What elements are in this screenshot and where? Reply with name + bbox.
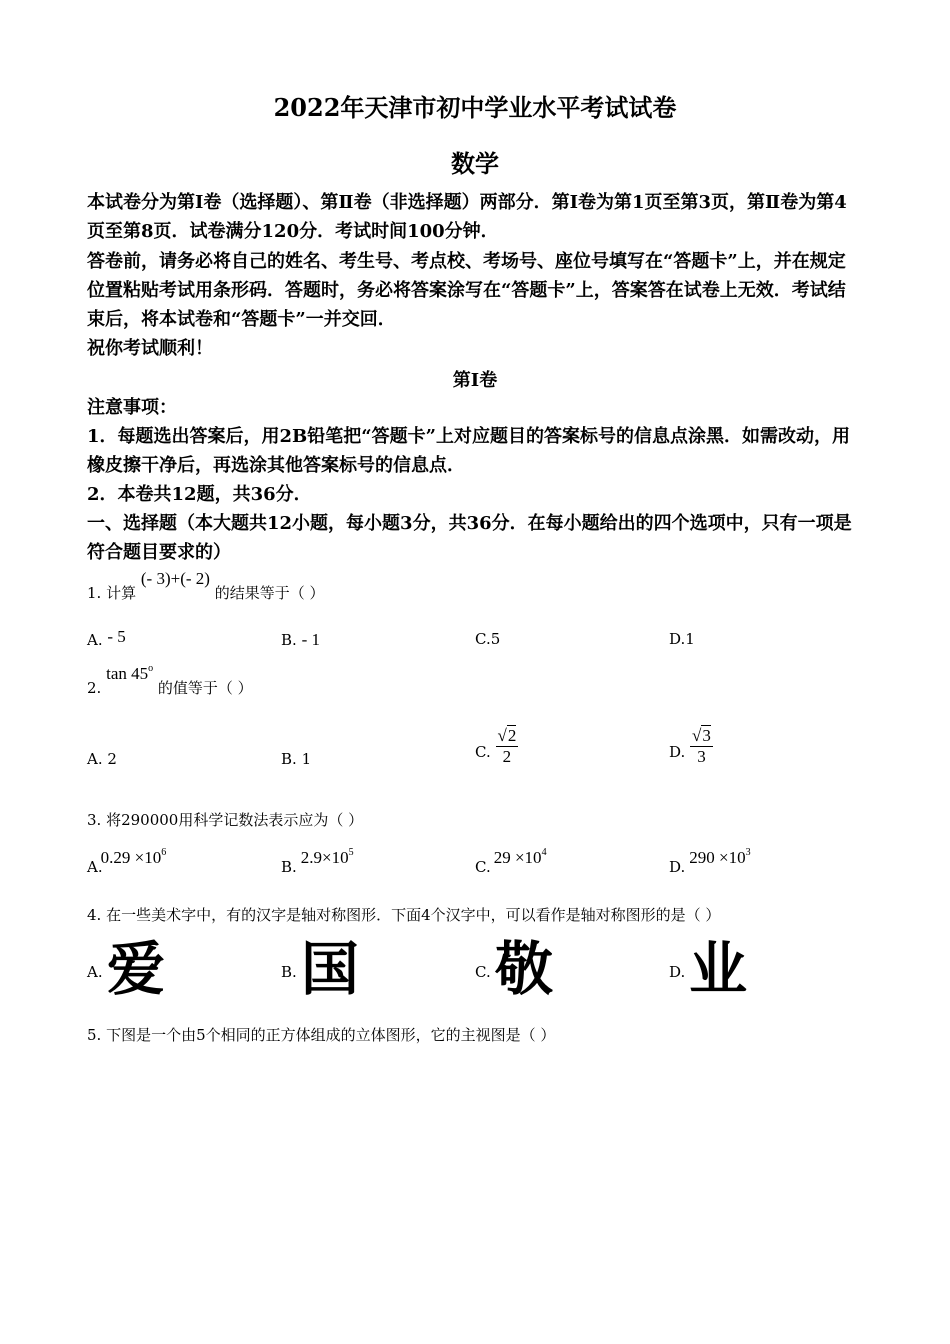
exam-title: 2022年天津市初中学业水平考试试卷 [273,93,677,122]
q3-option-a: $A.0.29 \times 10^6$ [87,847,167,876]
q2-option-a: A. 2 [87,750,117,768]
q4-option-d: D. 业 [669,935,748,1003]
q4-glyph-ye: 业 [689,935,748,1003]
q2-option-b: B. 1 [281,750,312,768]
question-3: 3. 将290000用科学记数法表示应为（ ） [87,811,364,829]
section-heading: 第Ⅰ卷 [452,370,498,391]
note-1: 1．每题选出答案后，用2B铅笔把“答题卡”上对应题目的答案标号的信息点涂黑．如需改动，用橡皮擦干净后，再选涂其他答案标号的信息点． [87,426,850,476]
part-heading: 一、选择题（本大题共12小题，每小题3分，共36分．在每小题给出的四个选项中，只有一项是符合题目要求的） [87,513,852,563]
q2-option-d: D. $\frac{√3}{3}$ [669,726,711,766]
q3-option-c: C. $29 \times 10^4$ [475,847,547,876]
question-2 [87,663,253,698]
q1-option-b: B. - 1 [281,630,320,649]
q3-option-b: B. $2.9\times 10^5$ [281,847,354,876]
question-5: 5. 下图是一个由5个相同的正方体组成的立体图形，它的主视图是（ ） [87,1026,556,1044]
q1-prefix: 1. 计算 [87,584,137,602]
q1-option-d: D.1 [669,630,695,648]
q2-c-fraction: $\frac{√2}{2}$ [497,726,517,766]
q4-glyph-ai: 爱 [107,935,166,1003]
q1-option-a: A. - 5 [87,627,126,649]
q4-glyph-guo: 国 [301,935,360,1003]
q4-option-a: A. 爱 [87,935,166,1003]
question-1 [87,569,325,603]
q1-option-c: C.5 [475,630,501,648]
q1-expression: (- 3)+(- 2) [140,569,210,588]
notes-title: 注意事项： [87,397,177,418]
instruction-paragraph-1: 本试卷分为第Ⅰ卷（选择题）、第Ⅱ卷（非选择题）两部分．第Ⅰ卷为第1页至第3页，第Ⅱ卷为第4页至第8页．试卷满分120分．考试时间100分钟． [87,192,847,242]
instruction-paragraph-3: 祝你考试顺利！ [87,338,213,359]
q4-option-b: B. 国 [281,935,360,1003]
note-2: 2．本卷共12题，共36分． [87,484,312,505]
q3-option-d: D. $290 \times 10^3$ [669,847,751,876]
q4-glyph-jing: 敬 [495,935,554,1003]
q1-suffix: 的结果等于（ ） [214,584,325,602]
q2-expression: tan 45$^o$ [106,663,154,683]
q4-option-c: C. 敬 [475,935,554,1003]
q2-d-fraction: $\frac{√3}{3}$ [692,726,711,766]
question-4: 4. 在一些美术字中，有的汉字是轴对称图形．下面4个汉字中，可以看作是轴对称图形的是（ ） [87,906,721,924]
q2-option-c: C. $\frac{√2}{2}$ [475,726,517,766]
instruction-paragraph-2: 答卷前，请务必将自己的姓名、考生号、考点校、考场号、座位号填写在“答题卡”上，并在规定位置粘贴考试用条形码．答题时，务必将答案涂写在“答题卡”上，答案答在试卷上无效．考试结束后，将本试卷和“答题卡”一并交回． [87,251,846,330]
q2-prefix: 2. [87,679,102,697]
subject-title: 数学 [451,149,499,178]
q2-suffix: 的值等于（ ） [157,679,253,697]
